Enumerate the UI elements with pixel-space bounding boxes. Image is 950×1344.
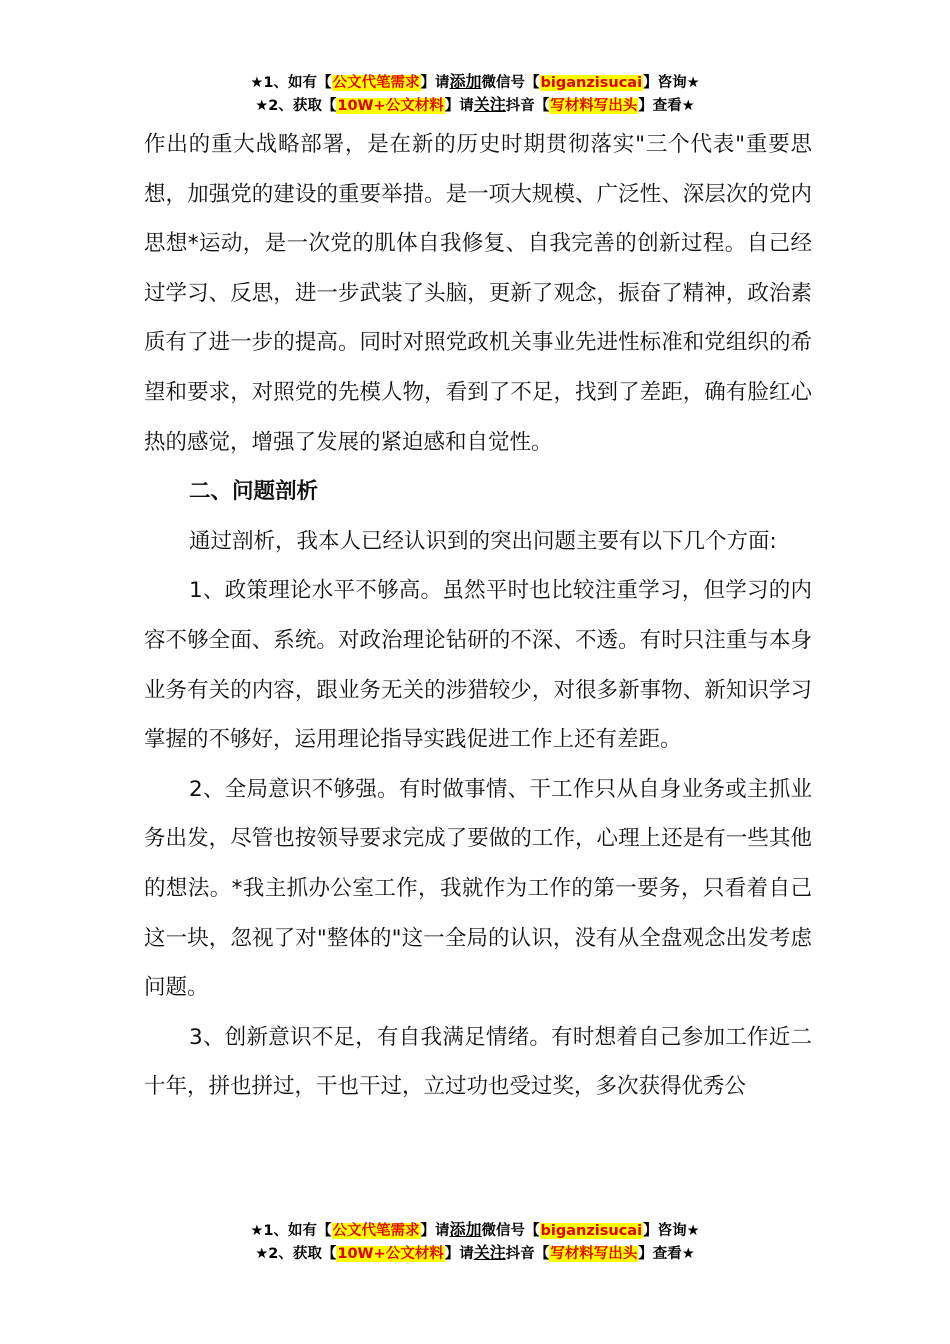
paragraph-issue-1: 1、政策理论水平不够高。虽然平时也比较注重学习，但学习的内容不够全面、系统。对政治理论钻研的不深、不透。有时只注重与本身业务有关的内容，跟业务无关的涉猎较少，对很多新事物、新知识学习掌握的不够好，运用理论指导实践促进工作上还有差距。: [144, 578, 812, 753]
banner-text: 】查看★: [638, 98, 695, 114]
banner-text: ★1、如有【: [250, 75, 332, 91]
paragraph-intro: 作出的重大战略部署，是在新的历史时期贯彻落实"三个代表"重要思想，加强党的建设的重要举措。是一项大规模、广泛性、深层次的党内思想*运动，是一次党的肌体自我修复、自我完善的创新过程。自己经过学习、反思，进一步武装了头脑，更新了观念，振奋了精神，政治素质有了进一步的提高。同时对照党政机关事业先进性标准和党组织的希望和要求，对照党的先模人物，看到了不足，找到了差距，确有脸红心热的感觉，增强了发展的紧迫感和自觉性。: [144, 132, 812, 455]
banner-highlight: 公文代笔需求: [332, 1223, 420, 1239]
banner-douyin-account: 写材料写出头: [550, 1246, 638, 1262]
banner-line-2: [0, 93, 950, 116]
paragraph-issue-2: 2、全局意识不够强。有时做事情、干工作只从自身业务或主抓业务出发，尽管也按领导要求完成了要做的工作，心理上还是有一些其他的想法。*我主抓办公室工作，我就作为工作的第一要务，只看着自己这一块，忽视了对"整体的"这一全局的认识，没有从全盘观念出发考虑问题。: [144, 776, 812, 1001]
banner-text: ★1、如有【: [250, 1223, 332, 1239]
paragraph-overview: 通过剖析，我本人已经认识到的突出问题主要有以下几个方面:: [189, 528, 777, 554]
banner-text: 微信号【: [481, 1223, 540, 1239]
banner-text: 】咨询★: [643, 75, 700, 91]
section-heading: 二、问题剖析: [189, 479, 319, 505]
banner-text: 】请: [444, 1246, 474, 1262]
banner-text: 】请: [420, 1223, 450, 1239]
document-body: [144, 120, 812, 1112]
banner-douyin-account: 写材料写出头: [550, 98, 638, 114]
banner-wechat-id: biganzisucai: [540, 75, 643, 91]
banner-text: 】咨询★: [643, 1223, 700, 1239]
banner-highlight: 10W+公文材料: [337, 1246, 444, 1262]
footer-banner: [0, 1218, 950, 1264]
banner-text: 】请: [420, 75, 450, 91]
paragraph-issue-3: 3、创新意识不足，有自我满足情绪。有时想着自己参加工作近二十年，拼也拼过，干也干过，立过功也受过奖，多次获得优秀公: [144, 1024, 812, 1100]
banner-line-2: [0, 1241, 950, 1264]
banner-text: ★2、获取【: [255, 1246, 337, 1262]
banner-highlight: 10W+公文材料: [337, 98, 444, 114]
banner-text: 抖音【: [505, 98, 550, 114]
banner-text: 抖音【: [505, 1246, 550, 1262]
banner-text: ★2、获取【: [255, 98, 337, 114]
banner-highlight: 公文代笔需求: [332, 75, 420, 91]
banner-text: 微信号【: [481, 75, 540, 91]
banner-underline: 添加: [449, 72, 482, 91]
banner-text: 】查看★: [638, 1246, 695, 1262]
banner-line-1: [0, 70, 950, 93]
banner-text: 】请: [444, 98, 474, 114]
header-banner: [0, 70, 950, 116]
banner-line-1: [0, 1218, 950, 1241]
banner-underline: 关注: [473, 1243, 506, 1262]
banner-wechat-id: biganzisucai: [540, 1223, 643, 1239]
banner-underline: 添加: [449, 1220, 482, 1239]
banner-underline: 关注: [473, 95, 506, 114]
